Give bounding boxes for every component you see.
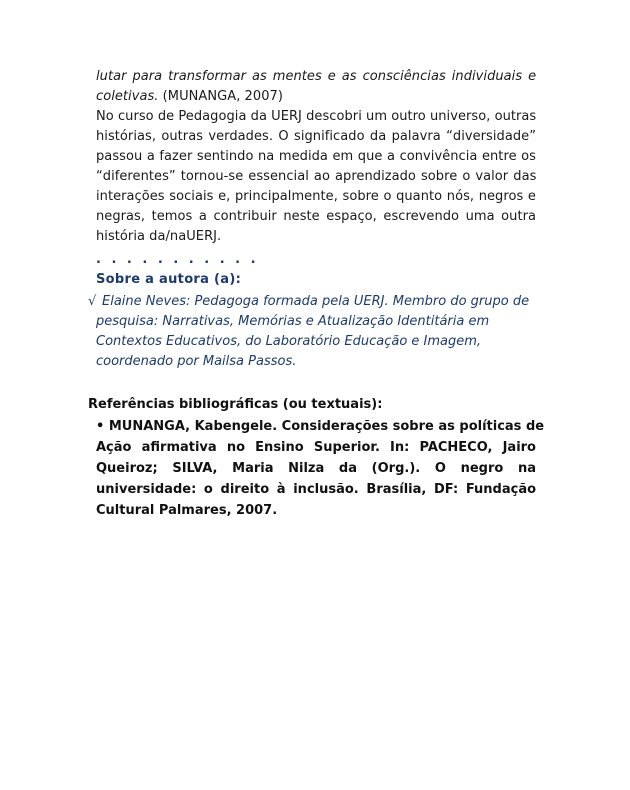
reference-line: universidade: o direito à inclusão. Brasília, DF: Fundação bbox=[96, 482, 537, 497]
body-paragraph bbox=[96, 107, 536, 247]
author-bio-line bbox=[88, 292, 538, 312]
author-bio-text: Elaine Neves: Pedagoga formada pela UERJ. Membro do grupo de bbox=[102, 294, 530, 309]
quote-citation: (MUNANGA, 2007) bbox=[158, 89, 283, 104]
checkmark-icon: √ bbox=[88, 294, 97, 309]
paragraph-line: No curso de Pedagogia da UERJ descobri um outro universo, outras bbox=[96, 109, 537, 124]
quote-line bbox=[96, 87, 536, 107]
author-bio-line: pesquisa: Narrativas, Memórias e Atualização Identitária em bbox=[96, 314, 490, 329]
reference-line: Ação afirmativa no Ensino Superior. In: PACHECO, Jairo bbox=[96, 440, 536, 455]
quote-block bbox=[96, 67, 536, 107]
paragraph-line: negras, temos a contribuir neste espaço, escrevendo uma outra bbox=[96, 209, 537, 224]
author-heading: Sobre a autora (a): bbox=[96, 272, 242, 287]
paragraph-line: histórias, outras verdades. O significado da palavra “diversidade” bbox=[96, 129, 536, 144]
dotted-separator: . . . . . . . . . . . bbox=[96, 252, 259, 267]
reference-line: Cultural Palmares, 2007. bbox=[96, 503, 278, 518]
paragraph-line: “diferentes” tornou-se essencial ao aprendizado sobre o valor das bbox=[96, 169, 537, 184]
quote-line: lutar para transformar as mentes e as consciências individuais e bbox=[96, 69, 537, 84]
quote-italic-text: coletivas. bbox=[96, 89, 159, 104]
reference-line bbox=[96, 416, 545, 437]
bullet-icon: • bbox=[96, 419, 105, 434]
author-bio-line: coordenado por Mailsa Passos. bbox=[96, 354, 297, 369]
reference-text: MUNANGA, Kabengele. Considerações sobre as políticas de bbox=[108, 419, 545, 434]
reference-line: Queiroz; SILVA, Maria Nilza da (Org.). O negro na bbox=[96, 461, 536, 476]
author-bio bbox=[88, 292, 538, 372]
reference-entry bbox=[96, 416, 545, 521]
paragraph-line: interações sociais e, principalmente, sobre o quanto nós, negros e bbox=[96, 189, 536, 204]
paragraph-line: passou a fazer sentindo na medida em que a convivência entre os bbox=[96, 149, 536, 164]
references-heading: Referências bibliográficas (ou textuais): bbox=[88, 397, 383, 412]
author-bio-line: Contextos Educativos, do Laboratório Educação e Imagem, bbox=[96, 334, 482, 349]
paragraph-line: história da/naUERJ. bbox=[96, 229, 222, 244]
